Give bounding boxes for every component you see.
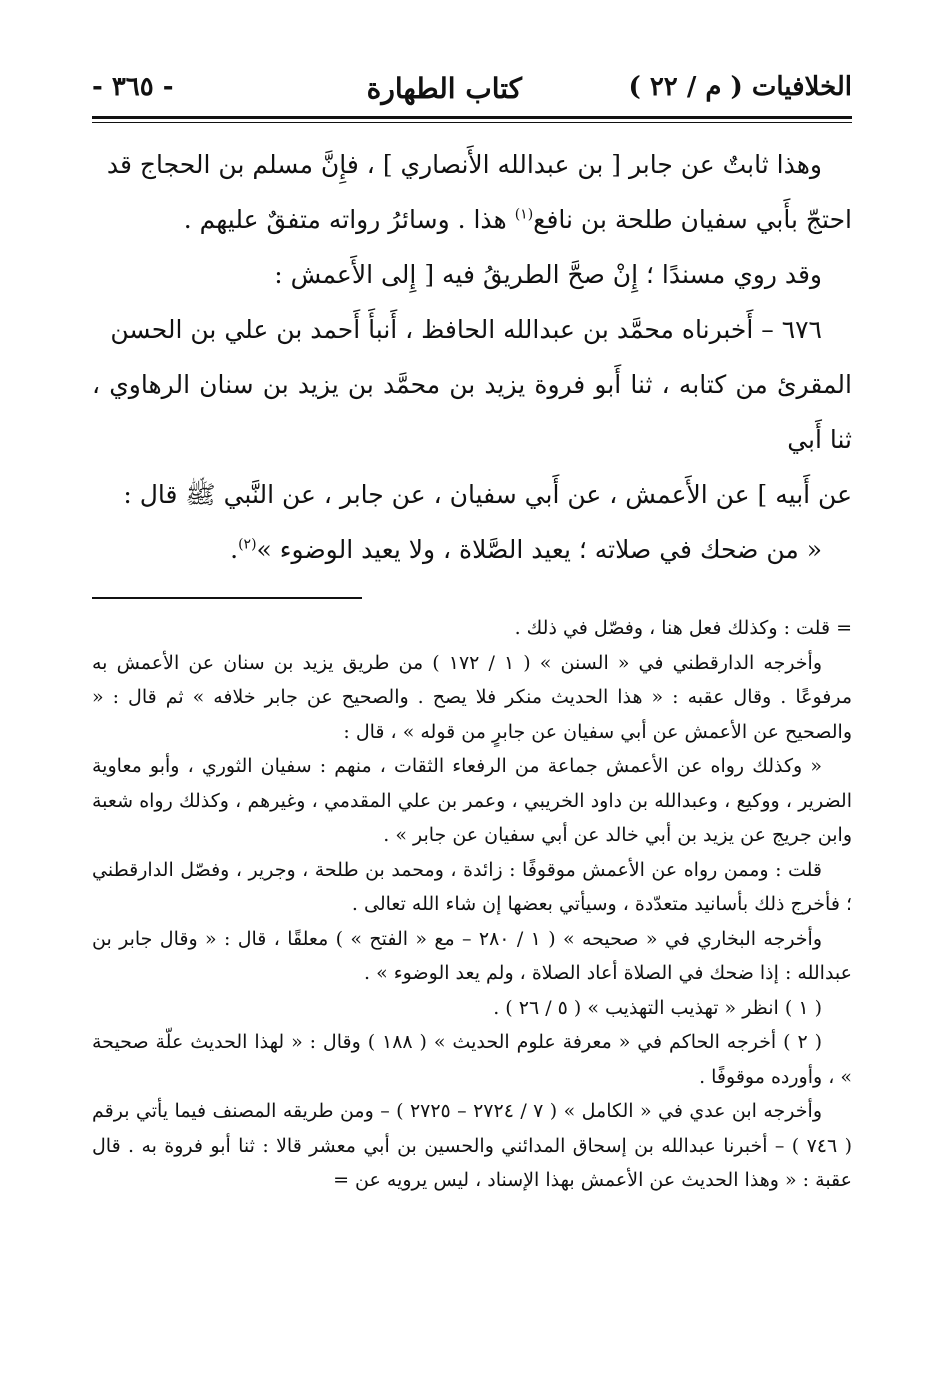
footnote-para-5: وأخرجه البخاري في « صحيحه » ( ١ / ٢٨٠ – مع « الفتح » ) معلقًا ، قال : « وقال جابر بن عبدالله : إذا ضحك في الصلاة أعاد الصلاة ، ولم يعد الوضوء » . (92, 927, 852, 984)
footnote-2: ( ٢ ) أخرجه الحاكم في « معرفة علوم الحديث » ( ١٨٨ ) وقال : « لهذا الحديث علّة صحيحة » ، وأورده موقوفًا . (92, 1031, 852, 1088)
footnote-para-3: « وكذلك رواه عن الأعمش جماعة من الرفعاء الثقات ، منهم : سفيان الثوري ، وأبو معاوية الضرير ، ووكيع ، وعبدالله بن داود الخريبي ، وعمر بن علي المقدمي ، وغيرهم ، وكذلك رواه شعبة وابن جريج عن يزيد بن أبي خالد عن أبي سفيان عن جابر » . (92, 755, 852, 846)
footnote-ref-1: (١) (514, 206, 534, 223)
page-number: - ٣٦٥ - (92, 72, 174, 102)
main-line-2-a: احتجّ بأَبي سفيان طلحة بن نافع (533, 205, 852, 234)
running-header (92, 58, 852, 114)
header-rule-thin (92, 122, 852, 123)
hadith-676-line-1: ٦٧٦ – أَخبرناه محمَّد بن عبدالله الحافظ ، أَنبأَ أَحمد بن علي بن الحسن (110, 315, 822, 344)
footnote-separator (92, 597, 362, 599)
chapter-title: كتاب الطهارة (366, 72, 522, 105)
footnote-para-1: = قلت : وكذلك فعل هنا ، وفصّل في ذلك . (514, 617, 852, 639)
hadith-matn-text: « من ضحك في صلاته ؛ يعيد الصَّلاة ، ولا يعيد الوضوء » (256, 535, 822, 564)
main-line-3: وقد روي مسندًا ؛ إِنْ صحَّ الطريقُ فيه [ إِلى الأَعمش : (274, 260, 822, 289)
footnotes (92, 611, 852, 1198)
page (92, 58, 852, 1198)
footnote-para-4: قلت : وممن رواه عن الأعمش موقوفًا : زائدة ، ومحمد بن طلحة ، وجرير ، وفصّل الدارقطني ؛ فأخرج ذلك بأسانيد متعدّدة ، وسيأتي بعضها إن شاء الله تعالى . (92, 858, 852, 915)
footnote-para-2: وأخرجه الدارقطني في « السنن » ( ١ / ١٧٢ ) من طريق يزيد بن سنان عن الأعمش به مرفوعًا . وقال عقبه : « هذا الحديث منكر فلا يصح . والصحيح عن جابر خلافه » ثم قال : « والصحيح عن الأعمش عن أبي سفيان عن جابرٍ من قوله » ، قال : (92, 651, 852, 743)
header-rule-thick (92, 116, 852, 119)
footnote-para-8: وأخرجه ابن عدي في « الكامل » ( ٧ / ٢٧٢٤ – ٢٧٢٥ ) – ومن طريقه المصنف فيما يأتي برقم ( ٧٤٦ ) – أخبرنا عبدالله بن إسحاق المدائني والحسين بن أبي معشر قالا : ثنا أبو فروة به . قال عقبة : « وهذا الحديث عن الأعمش بهذا الإسناد ، ليس يرويه عن = (92, 1100, 852, 1191)
book-section-title: الخلافيات ( م / ٢٢ ) (628, 72, 852, 102)
main-text (92, 137, 852, 577)
footnote-ref-2: (٢) (238, 536, 257, 553)
main-line-2 (92, 192, 852, 247)
main-line-2-b: هذا . وسائرُ رواته متفقٌ عليهم . (183, 205, 515, 234)
hadith-676-matn (92, 522, 852, 577)
hadith-676-line-2: المقرئ من كتابه ، ثنا أَبو فروة يزيد بن محمَّد بن يزيد بن سنان الرهاوي ، ثنا أَبي (92, 370, 852, 454)
main-line-1: وهذا ثابتٌ عن جابر [ بن عبدالله الأَنصاري ] ، فإِنَّ مسلم بن الحجاج قد (106, 150, 822, 179)
hadith-676-line-3: عن أَبيه ] عن الأَعمش ، عن أَبي سفيان ، عن جابر ، عن النَّبي ﷺ قال : (123, 480, 852, 509)
footnote-1: ( ١ ) انظر « تهذيب التهذيب » ( ٥ / ٢٦ ) . (493, 996, 822, 1019)
hadith-matn-end: . (230, 535, 239, 564)
